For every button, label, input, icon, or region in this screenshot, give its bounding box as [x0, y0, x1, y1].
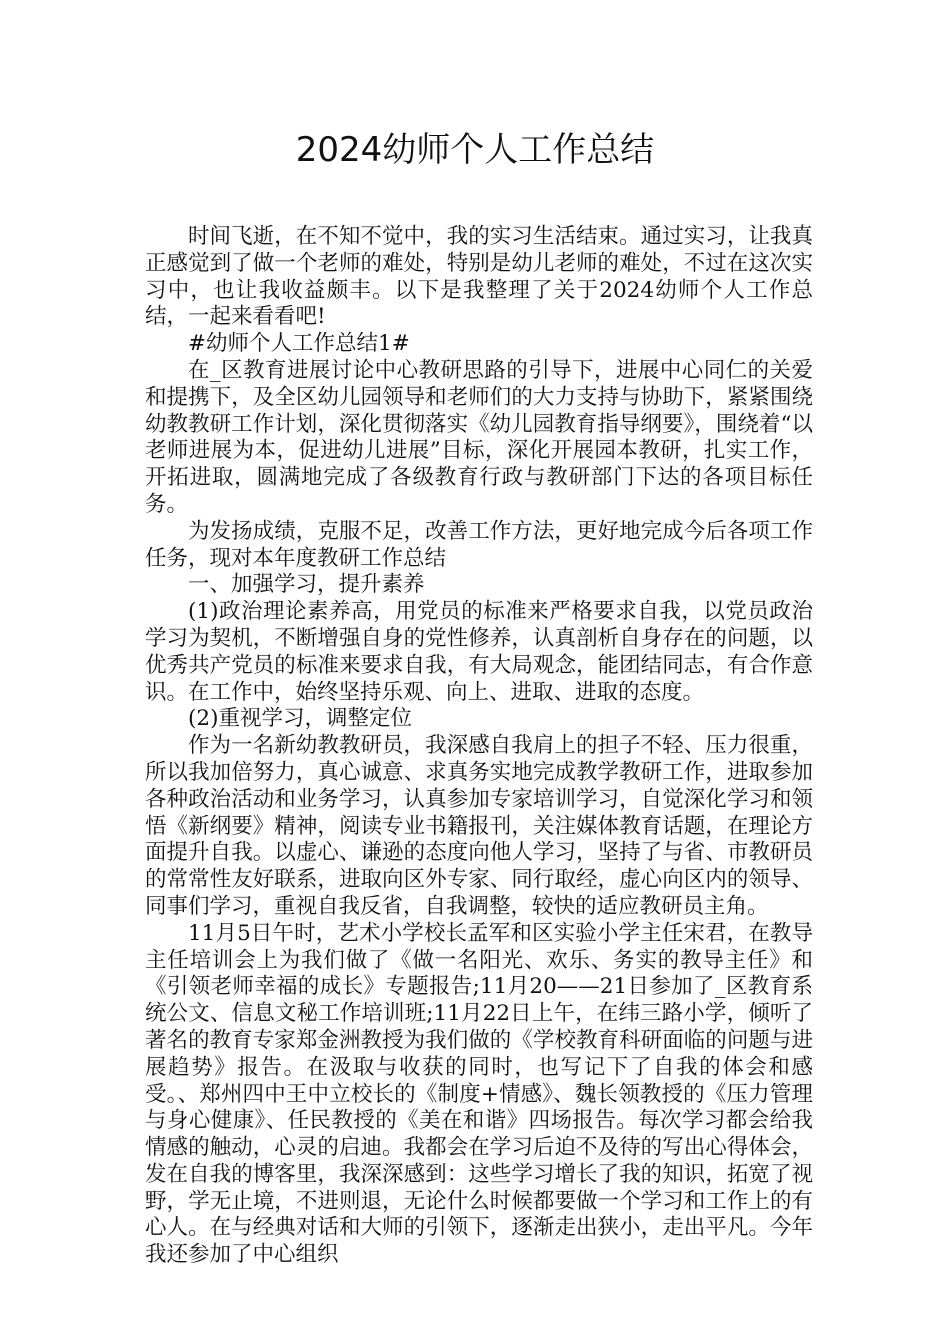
section-heading-1: #幼师个人工作总结1#: [188, 331, 410, 357]
subheading-study: 一、加强学习，提升素养: [188, 572, 425, 598]
paragraph-intro: 时间飞逝，在不知不觉中，我的实习生活结束。通过实习，让我真正感觉到了做一个老师的难处，特别是幼儿老师的难处，不过在这次实习中，也让我收益颇丰。以下是我整理了关于2024幼师个人工作总结，一起来看看吧!: [145, 224, 813, 330]
paragraph-purpose: 为发扬成绩，克服不足，改善工作方法，更好地完成今后各项工作任务，现对本年度教研工作总结: [145, 518, 813, 571]
subheading-learning: (2)重视学习，调整定位: [188, 706, 412, 732]
document-title: 2024幼师个人工作总结: [295, 130, 655, 170]
paragraph-learning: 作为一名新幼教教研员，我深感自我肩上的担子不轻、压力很重，所以我加倍努力，真心诚意、求真务实地完成教学教研工作，进取参加各种政治活动和业务学习，认真参加专家培训学习，自觉深化学习和领悟《新纲要》精神，阅读专业书籍报刊，关注媒体教育话题，在理论方面提升自我。以虚心、谦逊的态度向他人学习，坚持了与省、市教研员的常常性友好联系，进取向区外专家、同行取经，虚心向区内的领导、同事们学习，重视自我反省，自我调整，较快的适应教研员主角。: [145, 733, 813, 919]
paragraph-political: (1)政治理论素养高，用党员的标准来严格要求自我，以党员政治学习为契机，不断增强自身的党性修养，认真剖析自身存在的问题，以优秀共产党员的标准来要求自我，有大局观念，能团结同志，有合作意识。在工作中，始终坚持乐观、向上、进取、进取的态度。: [145, 599, 813, 705]
paragraph-training: 11月5日午时，艺术小学校长孟军和区实验小学主任宋君，在教导主任培训会上为我们做了《做一名阳光、欢乐、务实的教导主任》和《引领老师幸福的成长》专题报告;11月20——21日参加了_区教育系统公文、信息文秘工作培训班;11月22日上午，在纬三路小学，倾听了著名的教育专家郑金洲教授为我们做的《学校教育科研面临的问题与进展趋势》报告。在汲取与收获的同时，也写记下了自我的体会和感受。、郑州四中王中立校长的《制度+情感》、魏长领教授的《压力管理与身心健康》、任民教授的《美在和谐》四场报告。每次学习都会给我情感的触动，心灵的启迪。我都会在学习后迫不及待的写出心得体会，发在自我的博客里，我深深感到：这些学习增长了我的知识，拓宽了视野，学无止境，不进则退，无论什么时候都要做一个学习和工作上的有心人。在与经典对话和大师的引领下，逐渐走出狭小，走出平凡。今年我还参加了中心组织: [145, 920, 813, 1268]
paragraph-overview: 在_区教育进展讨论中心教研思路的引导下，进展中心同仁的关爱和提携下，及全区幼儿园领导和老师们的大力支持与协助下，紧紧围绕幼教教研工作计划，深化贯彻落实《幼儿园教育指导纲要》，围绕着“以老师进展为本，促进幼儿进展”目标，深化开展园本教研，扎实工作，开拓进取，圆满地完成了各级教育行政与教研部门下达的各项目标任务。: [145, 357, 813, 517]
document-body: [145, 224, 813, 1269]
